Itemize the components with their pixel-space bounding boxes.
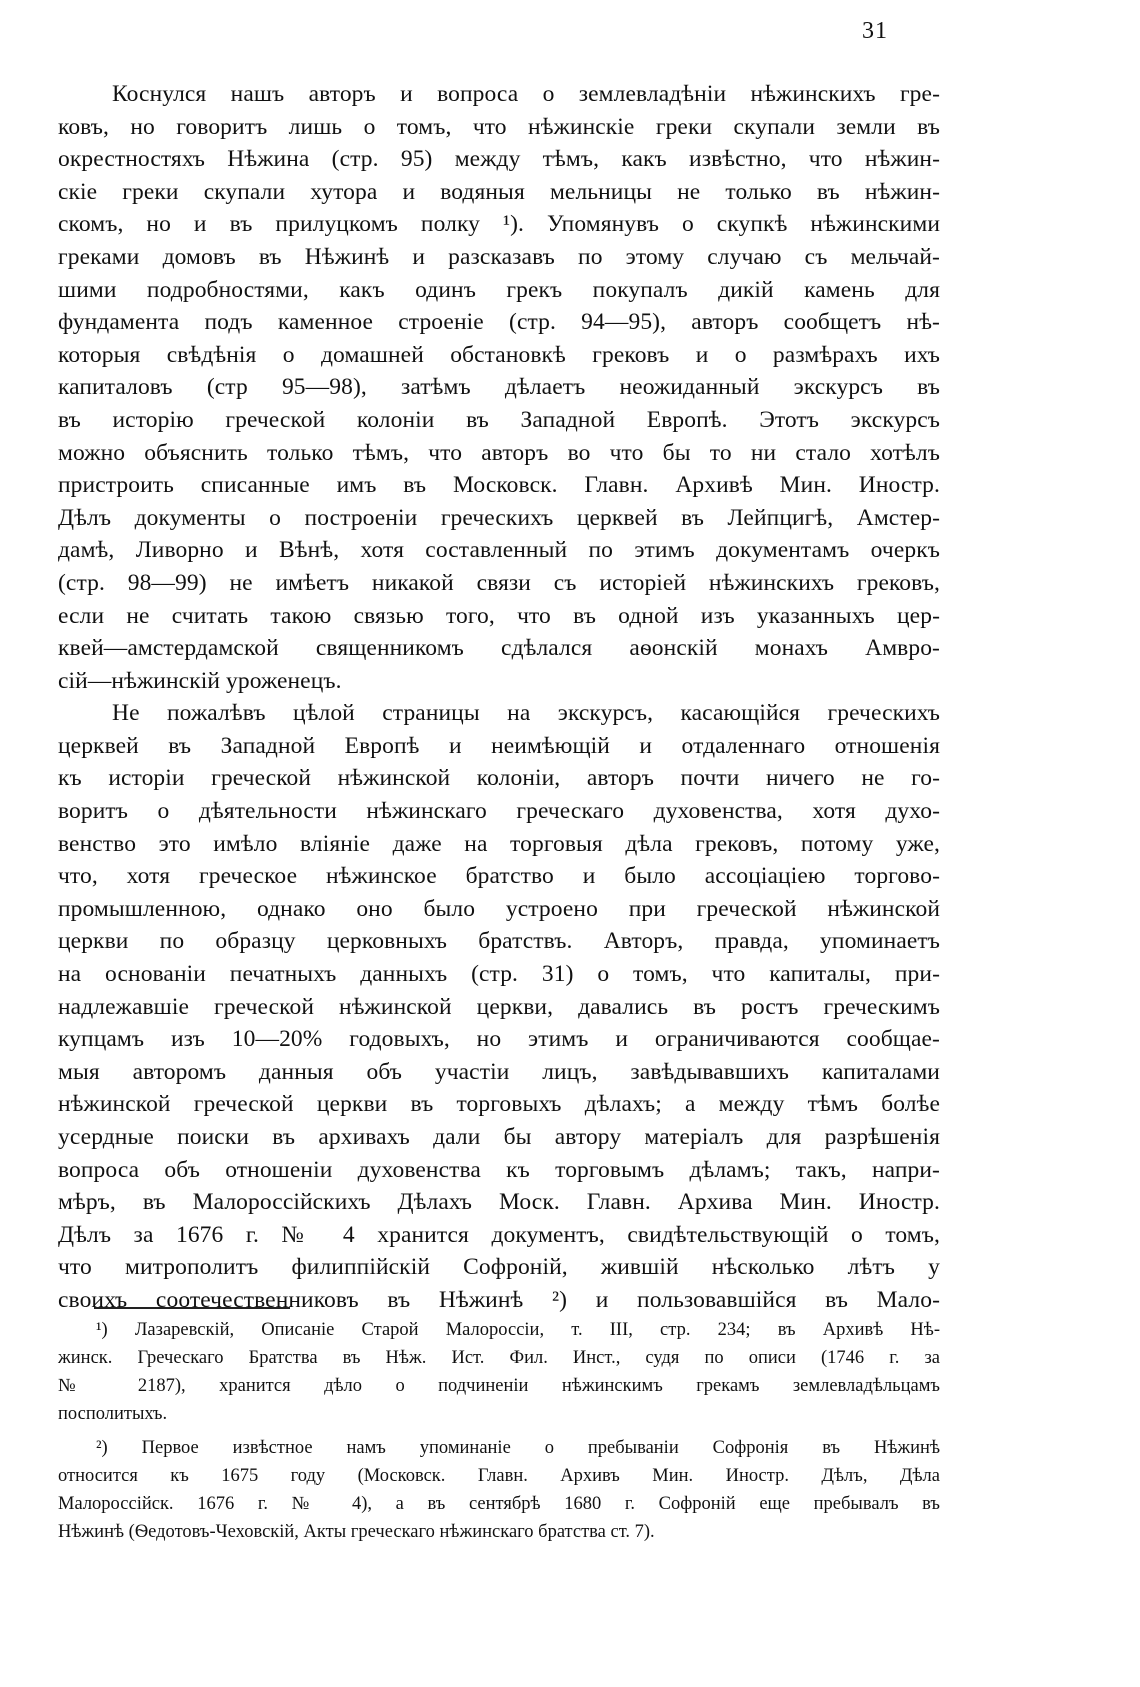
footnote-line: ²) Первое извѣстное намъ упоминаніе о пребываніи Софронія въ Нѣжинѣ [96, 1438, 940, 1458]
text-line: къ исторіи греческой нѣжинской колоніи, авторъ почти ничего не го- [58, 765, 940, 792]
page-number: 31 [862, 18, 888, 44]
text-line: промышленною, однако оно было устроено при греческой нѣжинской [58, 895, 940, 922]
text-line: своихъ соотечественниковъ въ Нѣжинѣ ²) и пользовавшійся въ Мало- [58, 1286, 940, 1313]
text-line: церквей въ Западной Европѣ и неимѣющій и отдаленнаго отношенія [58, 732, 940, 759]
text-line: въ исторію греческой колоніи въ Западной Европѣ. Этотъ экскурсъ [58, 406, 940, 433]
footnote-2 [58, 1434, 940, 1546]
text-line: квей—амстердамской священникомъ сдѣлался аѳонскій монахъ Амвро- [58, 635, 940, 662]
text-line: скіе греки скупали хутора и водяныя мельницы не только въ нѣжин- [58, 178, 940, 205]
footnote-line: ¹) Лазаревскій, Описаніе Старой Малороссіи, т. III, стр. 234; въ Архивѣ Нѣ- [96, 1320, 940, 1340]
text-line: капиталовъ (стр 95—98), затѣмъ дѣлаетъ неожиданный экскурсъ въ [58, 374, 940, 401]
text-line: греками домовъ въ Нѣжинѣ и разсказавъ по этому случаю съ мельчай- [58, 243, 940, 270]
text-line: пристроить списанные имъ въ Московск. Главн. Архивѣ Мин. Иностр. [58, 472, 940, 499]
text-line: Коснулся нашъ авторъ и вопроса о землевладѣніи нѣжинскихъ гре- [112, 81, 940, 107]
footnote-line: № 2187), хранится дѣло о подчиненіи нѣжинскимъ грекамъ землевладѣльцамъ [58, 1376, 940, 1396]
text-line: если не считать такою связью того, что въ одной изъ указанныхъ цер- [58, 602, 940, 629]
text-line: фундамента подъ каменное строеніе (стр. 94—95), авторъ сообщетъ нѣ- [58, 309, 940, 336]
text-line: мѣръ, въ Малороссійскихъ Дѣлахъ Моск. Главн. Архива Мин. Иностр. [58, 1189, 940, 1216]
paragraph-1 [58, 78, 940, 697]
footnote-line: жинск. Греческаго Братства въ Нѣж. Ист. Фил. Инст., судя по описи (1746 г. за [58, 1348, 940, 1368]
paragraph-2 [58, 697, 940, 1316]
text-line: Дѣлъ документы о построеніи греческихъ церквей въ Лейпцигѣ, Амстер- [58, 504, 940, 531]
text-line: венство это имѣло вліяніе даже на торговыя дѣла грековъ, потому уже, [58, 830, 940, 857]
text-line: дамѣ, Ливорно и Вѣнѣ, хотя составленный по этимъ документамъ очеркъ [58, 537, 940, 564]
text-line: надлежавшіе греческой нѣжинской церкви, давались въ ростъ греческимъ [58, 993, 940, 1020]
text-line: воритъ о дѣятельности нѣжинскаго греческаго духовенства, хотя духо- [58, 798, 940, 825]
text-line: можно объяснить только тѣмъ, что авторъ во что бы то ни стало хотѣлъ [58, 439, 940, 466]
text-line: шими подробностями, какъ одинъ грекъ покупалъ дикій камень для [58, 276, 940, 303]
footnote-line: посполитыхъ. [58, 1404, 168, 1424]
footnote-line: Нѣжинѣ (Ѳедотовъ-Чеховскій, Акты греческаго нѣжинскаго братства ст. 7). [58, 1522, 655, 1542]
footnotes [58, 1316, 940, 1546]
text-line: купцамъ изъ 10—20% годовыхъ, но этимъ и ограничиваются сообщае- [58, 1026, 940, 1053]
text-line: на основаніи печатныхъ данныхъ (стр. 31) о томъ, что капиталы, при- [58, 961, 940, 988]
text-line: окрестностяхъ Нѣжина (стр. 95) между тѣмъ, какъ извѣстно, что нѣжин- [58, 146, 940, 173]
footnote-line: относится къ 1675 году (Московск. Главн. Архивъ Мин. Иностр. Дѣлъ, Дѣла [58, 1466, 940, 1486]
text-line: нѣжинской греческой церкви въ торговыхъ дѣлахъ; а между тѣмъ болѣе [58, 1091, 940, 1118]
text-line: ковъ, но говоритъ лишь о томъ, что нѣжинскіе греки скупали земли въ [58, 113, 940, 140]
text-line: скомъ, но и въ прилуцкомъ полку ¹). Упомянувъ о скупкѣ нѣжинскими [58, 211, 940, 238]
footnote-1 [58, 1316, 940, 1428]
text-line: (стр. 98—99) не имѣетъ никакой связи съ исторіей нѣжинскихъ грековъ, [58, 569, 940, 596]
text-line: сій—нѣжинскій уроженецъ. [58, 667, 342, 694]
footnote-divider [94, 1307, 290, 1309]
text-line: церкви по образцу церковныхъ братствъ. Авторъ, правда, упоминаетъ [58, 928, 940, 955]
main-text [58, 78, 940, 1317]
text-line: которыя свѣдѣнія о домашней обстановкѣ грековъ и о размѣрахъ ихъ [58, 341, 940, 368]
text-line: усердные поиски въ архивахъ дали бы автору матеріалъ для разрѣшенія [58, 1124, 940, 1150]
text-line: Дѣлъ за 1676 г. № 4 хранится документъ, свидѣтельствующій о томъ, [58, 1221, 940, 1248]
footnote-line: Малороссійск. 1676 г. № 4), а въ сентябрѣ 1680 г. Софроній еще пребывалъ въ [58, 1494, 940, 1514]
text-line: Не пожалѣвъ цѣлой страницы на экскурсъ, касающійся греческихъ [112, 700, 940, 727]
text-line: что митрополитъ филиппійскій Софроній, жившій нѣсколько лѣтъ у [58, 1254, 940, 1281]
text-line: мыя авторомъ данныя объ участіи лицъ, завѣдывавшихъ капиталами [58, 1058, 940, 1085]
text-line: вопроса объ отношеніи духовенства къ торговымъ дѣламъ; такъ, напри- [58, 1156, 940, 1183]
text-line: что, хотя греческое нѣжинское братство и было ассоціаціею торгово- [58, 863, 940, 890]
